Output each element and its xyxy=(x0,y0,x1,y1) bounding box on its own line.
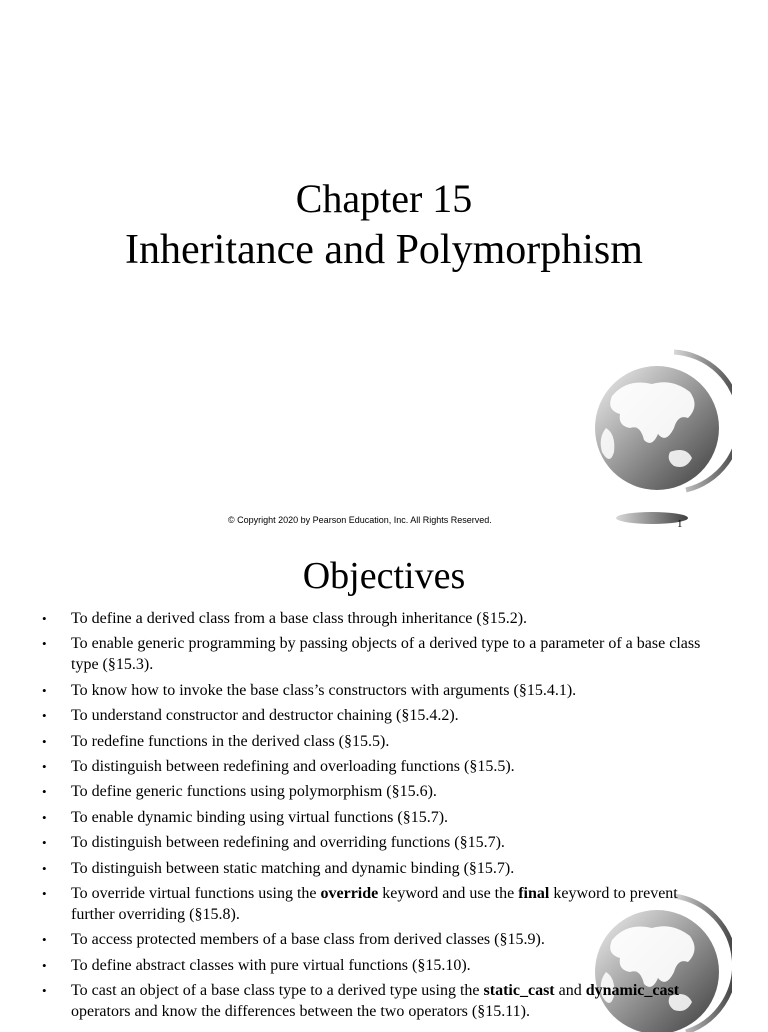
objective-item xyxy=(42,731,722,752)
objective-text: To understand constructor and destructor chaining (§15.4.2). xyxy=(71,707,459,725)
objective-text: To distinguish between redefining and overloading functions (§15.5). xyxy=(71,757,515,775)
objective-item xyxy=(42,756,722,777)
keyword: final xyxy=(518,884,550,902)
keyword: static_cast xyxy=(483,982,555,1000)
keyword: dynamic_cast xyxy=(585,982,680,1000)
objective-item xyxy=(42,608,722,629)
objective-text: keyword and use the xyxy=(378,884,519,902)
objective-text: To distinguish between redefining and overriding functions (§15.7). xyxy=(71,834,505,852)
objective-item xyxy=(42,980,722,1022)
objective-text: To distinguish between static matching and dynamic binding (§15.7). xyxy=(71,859,515,877)
objective-item xyxy=(42,807,722,828)
objective-text: To enable generic programming by passing objects of a derived type to a parameter of a base class type (§15.3). xyxy=(71,635,701,674)
objective-text: To know how to invoke the base class’s constructors with arguments (§15.4.1). xyxy=(71,681,577,699)
objective-item xyxy=(42,883,722,925)
objective-item xyxy=(42,781,722,802)
objective-item xyxy=(42,955,722,976)
keyword: override xyxy=(320,884,379,902)
objective-text: To define abstract classes with pure virtual functions (§15.10). xyxy=(71,956,471,974)
objective-text: To define generic functions using polymorphism (§15.6). xyxy=(71,783,437,801)
objective-text: and xyxy=(554,982,586,1000)
page-number: 1 xyxy=(677,518,683,530)
copyright-notice: © Copyright 2020 by Pearson Education, Inc. All Rights Reserved. xyxy=(228,515,492,525)
objective-text: operators and know the differences between the two operators (§15.11). xyxy=(71,1003,530,1021)
globe-icon xyxy=(582,348,732,528)
objectives-list xyxy=(42,608,722,1026)
objectives-title: Objectives xyxy=(302,555,466,597)
objectives-slide xyxy=(0,540,768,1024)
objective-text: To redefine functions in the derived class (§15.5). xyxy=(71,732,390,750)
objective-item xyxy=(42,705,722,726)
objective-item xyxy=(42,633,722,675)
objective-text: To cast an object of a base class type to a derived type using the xyxy=(71,982,484,1000)
objective-text: To enable dynamic binding using virtual functions (§15.7). xyxy=(71,808,449,826)
objective-item xyxy=(42,680,722,701)
objective-text: To override virtual functions using the xyxy=(71,884,321,902)
objective-text: To access protected members of a base class from derived classes (§15.9). xyxy=(71,931,545,949)
chapter-number: Chapter 15 xyxy=(295,176,473,221)
objective-item xyxy=(42,929,722,950)
objective-text: keyword to prevent further overriding (§15.8). xyxy=(71,884,678,923)
objective-text: To define a derived class from a base class through inheritance (§15.2). xyxy=(71,610,528,627)
objective-item xyxy=(42,832,722,853)
objective-item xyxy=(42,858,722,879)
chapter-title: Inheritance and Polymorphism xyxy=(125,227,643,273)
